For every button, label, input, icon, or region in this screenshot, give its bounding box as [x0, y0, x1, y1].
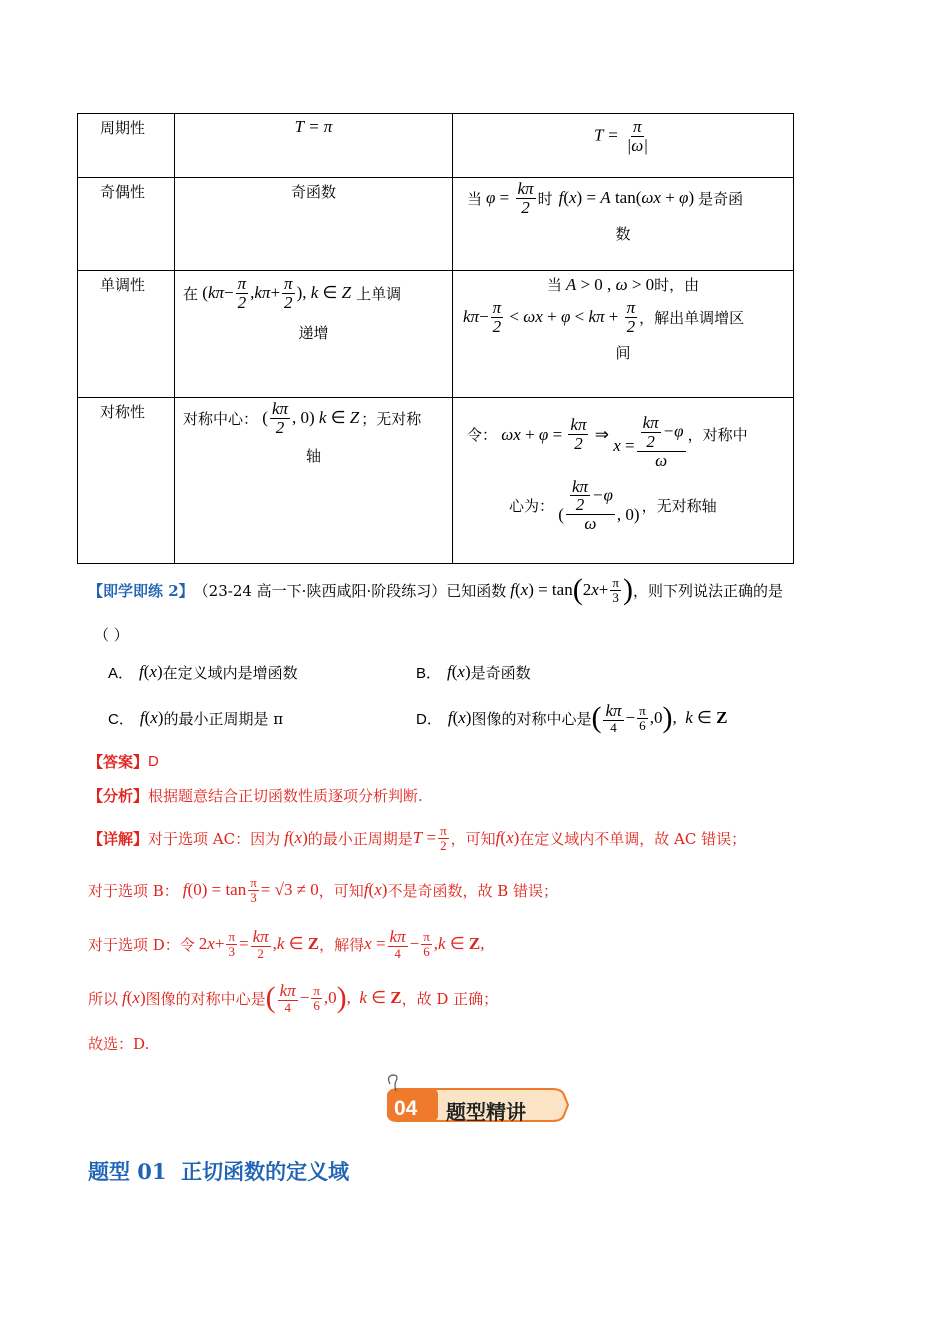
option-a[interactable]: A． f ( x ) 在定义域内是增函数 — [108, 662, 298, 682]
detail-line-5: 故选：D. — [88, 1035, 150, 1053]
exercise-tag: 【即学即练 2】 — [88, 581, 194, 600]
parity-tan: 奇函数 — [290, 183, 336, 201]
section-badge — [384, 1072, 574, 1138]
detail-line-4: 所以 f ( x ) 图像的对称中心是 ( $\frac{k\pi}{4}$ − $\frac{\pi}{6}$ ,0 ) , k ∈ Z ，故 D 正确； — [88, 980, 499, 1015]
detail-line-3: 对于选项 D：令 2 x + $\frac{\pi}{3}$ = $\frac{k\pi}{2}$ , k ∈ Z ，解得 x = $\frac{k\pi}{4}$ − $\frac{\pi}{6}$ , k ∈ Z , — [88, 926, 485, 961]
analysis-line: 【分析】 根据题意结合正切函数性质逐项分析判断. — [88, 787, 423, 805]
row-label-symmetry: 对称性 — [100, 403, 146, 421]
row-label-parity: 奇偶性 — [100, 183, 146, 201]
option-d[interactable]: D． f ( x ) 图像的对称中心是 ( $\frac{k\pi}{4}$ − $\frac{\pi}{6}$ ,0 ) , k ∈ Z — [416, 700, 728, 735]
badge-title: 题型精讲 — [446, 1100, 526, 1124]
option-c[interactable]: C． f ( x ) 的最小正周期是 π — [108, 708, 284, 728]
symmetry-general: 令： ωx + φ = $\frac{k\pi}{2}$ ⇒ x = $\frac{k\pi}{2}$ −φ ω ，对称中 — [467, 413, 748, 470]
detail-line-2: 对于选项 B： f (0) = tan $\frac{\pi}{3}$ = √3 ≠ 0 ，可知 f ( x ) 不是奇函数，故 B 错误； — [88, 874, 558, 905]
symmetry-tan: 对称中心： ( $\frac{k\pi}{2}$ , 0) k ∈ Z ；无对称 — [183, 399, 422, 437]
properties-table: 周期性 T = π T = $\frac{\pi}{|\omega|}$ 奇偶性 奇函数 当 φ = $\frac{k\pi}{2}$ 时 f ( x ) = A tan( ωx + φ ) 是奇函 数 单调性 在 ( kπ − $\frac{\pi}{2}$ , kπ + $\frac{\pi}{2}$ ) , k ∈ Z 上单调 递增 当 A > 0 , ω > 0 时，由 kπ − $\frac{\pi}{2}$ < ωx + φ < kπ + $\frac{\pi}{2}$ ，解出单调增区 间 对称性 对称中心： ( $\frac{k\pi}{2}$ , 0) k ∈ Z ；无对称 轴 令： ωx + φ = $\frac{k\pi}{2}$ ⇒ x = $\frac{k\pi}{2}$ −φ ω ，对称中 心为： ( $\frac{k\pi}{2}$ −φ ω , 0) ，无对称轴 — [77, 113, 794, 564]
row-label-period: 周期性 — [100, 119, 146, 137]
option-b[interactable]: B． f ( x ) 是奇函数 — [416, 662, 531, 682]
parity-general: 当 φ = $\frac{k\pi}{2}$ 时 f ( x ) = A tan( ωx + φ ) 是奇函 — [467, 179, 744, 217]
answer-blank: （ ） — [94, 626, 129, 644]
detail-line-1: 【详解】 对于选项 AC：因为 f ( x ) 的最小正周期是 T = $\frac{\pi}{2}$ ，可知 f ( x ) 在定义域内不单调，故 AC 错误； — [88, 822, 747, 853]
answer-line: 【答案】 D — [88, 753, 159, 771]
period-tan: T = π — [294, 117, 333, 136]
exercise-question: 【即学即练 2】 （23-24 高一下·陕西咸阳·阶段练习）已知函数 f ( x ) = tan ( 2 x + $\frac{\pi}{3}$ ) ，则下列说法正确的是 — [88, 573, 783, 606]
badge-number: 04 — [394, 1097, 418, 1120]
monotonic-tan: 在 ( kπ − $\frac{\pi}{2}$ , kπ + $\frac{\pi}{2}$ ) , k ∈ Z 上单调 — [183, 274, 402, 312]
monotonic-general: 当 A > 0 , ω > 0 时，由 — [546, 274, 700, 294]
section-heading: 题型 01 正切函数的定义域 — [88, 1159, 350, 1184]
period-general: T = $\frac{\pi}{|\omega|}$ — [593, 117, 648, 155]
row-label-monotonic: 单调性 — [100, 276, 146, 294]
